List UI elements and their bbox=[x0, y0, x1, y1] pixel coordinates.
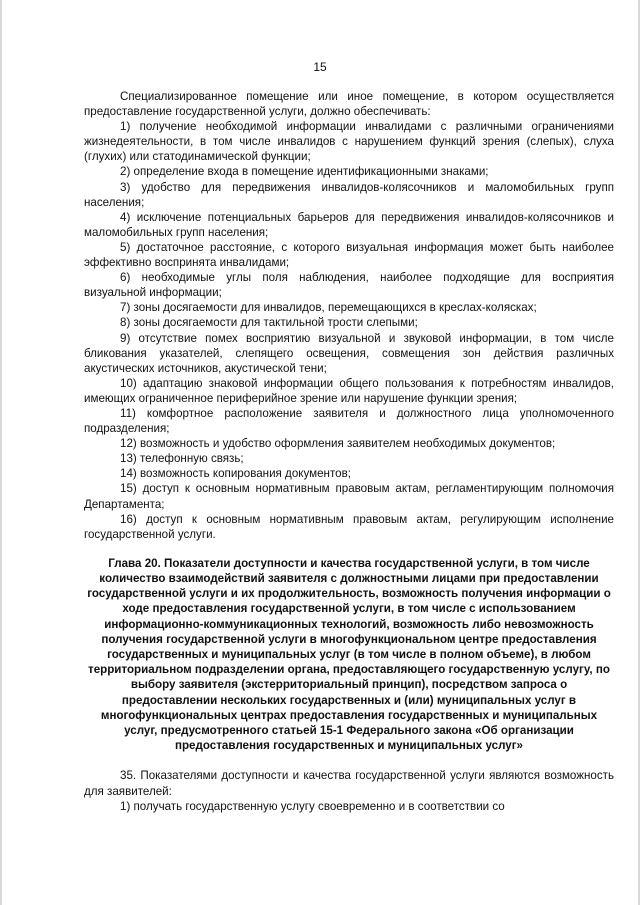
page-number: 15 bbox=[313, 60, 327, 74]
list-item: 4) исключение потенциальных барьеров для передвижения инвалидов-колясочников и маломобильных групп населения; bbox=[84, 210, 614, 239]
list-item: 8) зоны досягаемости для тактильной трости слепыми; bbox=[120, 316, 418, 330]
requirements-list bbox=[84, 119, 614, 542]
list-item: 13) телефонную связь; bbox=[120, 452, 244, 466]
list-item: 5) достаточное расстояние, с которого визуальная информация может быть наиболее эффективно воспринята инвалидами; bbox=[84, 240, 614, 270]
list-item: 7) зоны досягаемости для инвалидов, перемещающихся в креслах-колясках; bbox=[120, 301, 537, 315]
list-item: 11) комфортное расположение заявителя и должностного лица уполномоченного подразделения; bbox=[84, 406, 614, 436]
list-item: 10) адаптацию знаковой информации общего пользования к потребностям инвалидов, имеющих ограниченное периферийное зрение или нарушение функции зрения; bbox=[84, 376, 614, 405]
paragraph-35: 35. Показателями доступности и качества государственной услуги являются возможность для заявителей: bbox=[84, 769, 614, 798]
chapter-heading: Глава 20. Показатели доступности и качества государственной услуги, в том числе количество взаимодействий заявителя с должностными лицами при предоставлении государственной услуги и их продолжительность, возможность получения информации о ходе предоставления государственной услуги, в том числе с использованием информационно-коммуникационных технологий, возможность либо невозможность получения государственной услуги в многофункциональном центре предоставления государственных и муниципальных услуг (в том числе в полном объеме), в любом территориальном подразделении органа, предоставляющего государственную услугу, по выбору заявителя (экстерриториальный принцип), посредством запроса о предоставлении нескольких государственных и (или) муниципальных услуг в многофункциональных центрах предоставления государственных и муниципальных услуг, предусмотренного статьей 15-1 Федерального закона «Об организации предоставления государственных и муниципальных услуг» bbox=[87, 556, 611, 753]
paragraph-35-item: 1) получать государственную услугу своевременно и в соответствии со bbox=[120, 799, 505, 813]
list-item: 2) определение входа в помещение идентификационными знаками; bbox=[120, 165, 489, 179]
list-item: 9) отсутствие помех восприятию визуальной и звуковой информации, в том числе бликования указателей, слепящего освещения, совмещения зон действия различных акустических источников, акустической тени; bbox=[84, 331, 614, 375]
list-item: 15) доступ к основным нормативным правовым актам, регламентирующим полномочия Департамента; bbox=[84, 482, 614, 511]
list-item: 12) возможность и удобство оформления заявителем необходимых документов; bbox=[120, 437, 556, 451]
document-body bbox=[84, 89, 614, 814]
intro-paragraph: Специализированное помещение или иное помещение, в котором осуществляется предоставление государственной услуги, должно обеспечивать: bbox=[84, 90, 614, 119]
list-item: 16) доступ к основным нормативным правовым актам, регулирующим исполнение государственной услуги. bbox=[84, 512, 614, 541]
list-item: 1) получение необходимой информации инвалидами с различными ограничениями жизнедеятельности, в том числе инвалидов с нарушением функций зрения (слепых), слуха (глухих) или статодинамической функции; bbox=[84, 120, 614, 164]
list-item: 14) возможность копирования документов; bbox=[120, 467, 351, 481]
scan-edge-left bbox=[0, 0, 2, 905]
list-item: 6) необходимые углы поля наблюдения, наиболее подходящие для восприятия визуальной информации; bbox=[84, 271, 614, 300]
list-item: 3) удобство для передвижения инвалидов-колясочников и маломобильных групп населения; bbox=[84, 180, 614, 209]
